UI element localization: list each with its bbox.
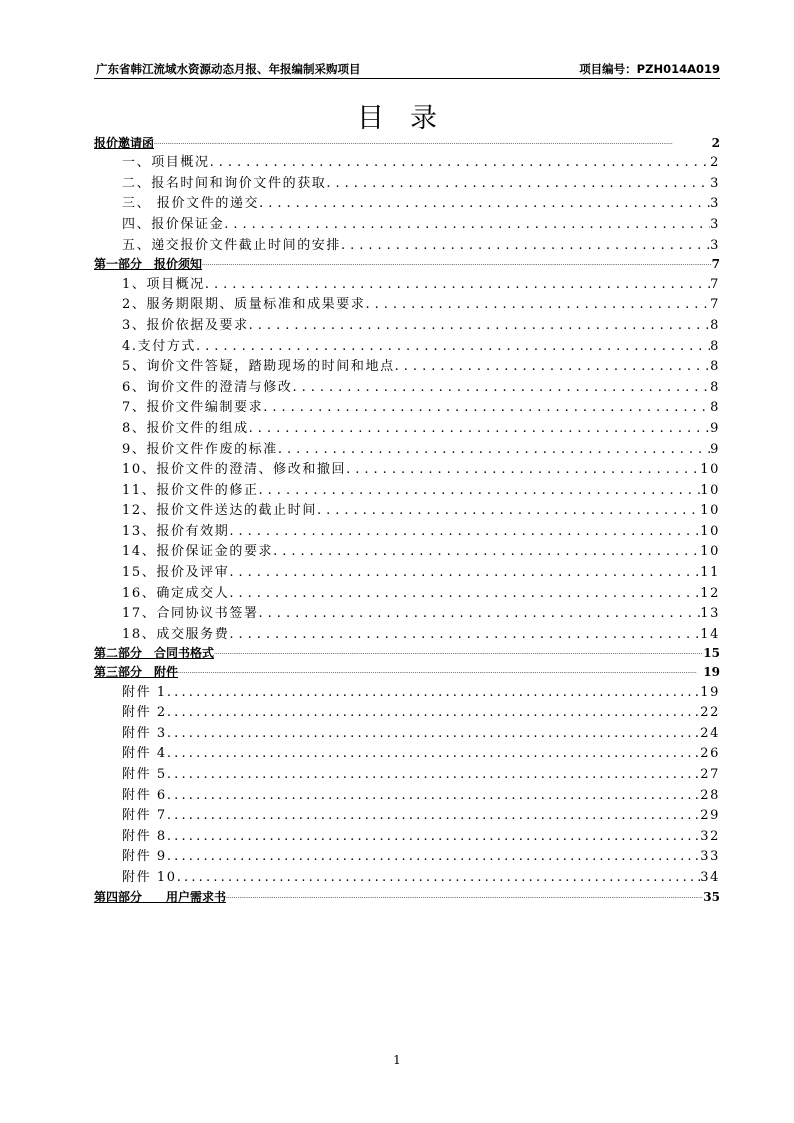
toc-entry[interactable] [94,743,720,764]
toc-entry[interactable] [94,294,720,315]
toc-entry-page: 24 [700,725,720,741]
toc-leader-dots [167,828,700,846]
toc-entry[interactable] [94,273,720,294]
toc-entry-label: 二、报名时间和询价文件的获取 [122,175,327,191]
toc-entry-page: 19 [700,684,720,700]
toc-entry-page: 15 [703,646,720,661]
toc-entry-page: 10 [700,544,720,560]
toc-entry[interactable] [94,255,720,274]
toc-entry-page: 8 [710,338,720,354]
toc-leader-dots [292,379,710,397]
toc-leader-dots [229,585,700,603]
toc-entry-page: 19 [703,665,720,680]
toc-entry-label: 附件 6 [122,787,167,803]
toc-entry-page: 3 [710,196,720,212]
toc-entry[interactable] [94,825,720,846]
toc-entry-label: 第三部分 附件 [94,665,179,680]
toc-leader-dots [259,605,701,623]
toc-entry-label: 18、成交服务费 [122,626,230,642]
toc-entry-page: 8 [710,379,720,395]
toc-leader-dots [326,175,710,193]
toc-entry-page: 14 [700,626,720,642]
toc-leader-dots [167,725,700,743]
toc-entry-label: 11、报价文件的修正 [122,482,259,498]
toc-entry[interactable] [94,681,720,702]
toc-leader-dots [214,644,703,662]
toc-entry-label: 10、报价文件的澄清、修改和撤回 [122,462,347,478]
toc-leader-dots [229,564,700,582]
toc-entry-page: 9 [710,441,720,457]
page-header [94,58,720,79]
toc-entry-label: 12、报价文件送达的截止时间 [122,503,317,519]
toc-leader-dots [346,461,700,479]
toc-entry[interactable] [94,603,720,624]
toc-entry[interactable] [94,356,720,377]
toc-entry[interactable] [94,846,720,867]
toc-entry[interactable] [94,438,720,459]
page-number: 1 [393,1053,401,1067]
toc-entry-label: 一、项目概况 [122,155,210,171]
toc-entry-page: 3 [710,216,720,232]
toc-entry[interactable] [94,561,720,582]
toc-leader-dots [167,766,700,784]
toc-entry-label: 五、递交报价文件截止时间的安排 [122,237,342,253]
toc-entry-label: 第一部分 报价须知 [94,257,203,272]
toc-entry-page: 33 [700,849,720,865]
toc-entry-page: 8 [710,359,720,375]
toc-leader-dots [202,255,712,273]
toc-leader-dots [395,358,710,376]
toc-leader-dots [167,745,700,763]
toc-entry[interactable] [94,763,720,784]
toc-entry[interactable] [94,623,720,644]
toc-entry-page: 9 [710,420,720,436]
toc-leader-dots [259,482,701,500]
toc-leader-dots [224,216,710,234]
toc-entry-label: 附件 1 [122,684,167,700]
toc-entry-page: 12 [700,585,720,601]
toc-leader-dots [249,420,710,438]
toc-entry-page: 2 [710,155,720,171]
toc-entry-page: 27 [700,767,720,782]
toc-entry[interactable] [94,152,720,173]
toc-entry-label: 附件 8 [122,828,167,844]
toc-entry[interactable] [94,784,720,805]
toc-leader-dots [177,869,701,887]
toc-entry-page: 35 [703,889,720,904]
toc-entry-label: 附件 9 [122,849,167,865]
toc-entry-label: 7、报价文件编制要求 [122,400,264,416]
toc-leader-dots [167,704,700,722]
toc-entry-label: 附件 4 [122,746,167,762]
toc-entry-page: 10 [700,462,720,478]
toc-entry-page: 8 [710,317,720,333]
toc-leader-dots [167,684,700,702]
toc-entry-page: 32 [700,828,720,844]
toc-entry-page: 7 [710,297,720,313]
toc-entry[interactable] [94,133,720,152]
toc-entry-label: 附件 5 [122,767,167,782]
toc-entry[interactable] [94,541,720,562]
toc-leader-dots [196,338,710,356]
toc-leader-dots [263,399,710,417]
toc-entry[interactable] [94,335,720,356]
toc-entry-label: 四、报价保证金 [122,216,225,232]
toc-entry-page: 11 [700,565,720,581]
toc-entry-label: 8、报价文件的组成 [122,420,249,436]
toc-entry-page: 2 [711,135,720,150]
toc-entry-label: 13、报价有效期 [122,523,230,539]
toc-leader-dots [229,626,700,644]
toc-entry[interactable] [94,213,720,234]
toc-entry[interactable] [94,417,720,438]
toc-entry[interactable] [94,500,720,521]
toc-leader-dots [154,134,712,152]
toc-leader-dots [167,787,700,805]
toc-entry-page: 7 [710,276,720,292]
toc-entry-label: 三、 报价文件的递交 [122,196,260,212]
toc-leader-dots [278,441,710,459]
toc-entry[interactable] [94,662,720,681]
toc-entry-label: 4.支付方式 [122,338,197,354]
toc-entry-page: 3 [710,237,720,253]
toc-leader-dots [341,237,710,255]
project-code: 项目编号：PZH014A019 [579,62,720,76]
toc-entry[interactable] [94,582,720,603]
toc-entry[interactable] [94,376,720,397]
toc-entry-label: 16、确定成交人 [122,585,230,601]
toc-leader-dots [273,543,700,561]
toc-entry[interactable] [94,479,720,500]
toc-entry[interactable] [94,234,720,255]
toc-entry[interactable] [94,193,720,214]
toc-entry-label: 报价邀请函 [94,135,155,150]
toc-entry-page: 10 [700,482,720,498]
toc-leader-dots [226,888,703,906]
toc-entry[interactable] [94,314,720,335]
toc-entry-label: 附件 7 [122,808,167,824]
toc-entry[interactable] [94,459,720,480]
toc-entry-page: 8 [710,400,720,416]
toc-entry-page: 34 [700,869,720,885]
toc-entry-page: 28 [700,787,720,803]
toc-entry-label: 5、询价文件答疑，踏勘现场的时间和地点 [122,359,395,375]
toc-entry[interactable] [94,887,720,906]
toc-entry-label: 附件 10 [122,869,177,885]
toc-entry-page: 10 [700,523,720,539]
toc-entry-label: 1、项目概况 [122,276,205,292]
toc-entry[interactable] [94,644,720,663]
toc-entry-label: 3、报价依据及要求 [122,317,249,333]
toc-entry[interactable] [94,866,720,887]
toc-entry[interactable] [94,172,720,193]
toc-leader-dots [178,663,703,681]
toc-entry-page: 13 [700,606,720,622]
toc-entry-label: 第四部分 用户需求书 [94,889,227,904]
toc-entry-page: 22 [700,705,720,721]
toc-leader-dots [167,807,700,825]
toc-entry-label: 第二部分 合同书格式 [94,646,215,661]
toc-entry[interactable] [94,805,720,826]
toc-leader-dots [317,502,700,520]
toc-leader-dots [229,523,700,541]
toc-leader-dots [205,276,710,294]
toc-entry-page: 10 [700,503,720,519]
toc-entry-page: 26 [700,746,720,762]
toc-leader-dots [259,195,710,213]
toc-leader-dots [167,848,700,866]
toc-leader-dots [365,296,710,314]
toc-entry-label: 附件 3 [122,725,167,741]
toc-entry-label: 15、报价及评审 [122,565,230,581]
toc-title: 目录 [357,103,463,134]
toc-entry-page: 29 [700,808,720,824]
table-of-contents [94,133,720,906]
toc-entry[interactable] [94,702,720,723]
toc-entry[interactable] [94,722,720,743]
toc-entry-label: 附件 2 [122,705,167,721]
project-name: 广东省韩江流域水资源动态月报、年报编制采购项目 [96,62,361,76]
toc-entry-label: 6、询价文件的澄清与修改 [122,379,293,395]
toc-entry[interactable] [94,520,720,541]
toc-entry-label: 2、服务期限期、质量标准和成果要求 [122,297,366,313]
toc-leader-dots [249,317,710,335]
toc-entry[interactable] [94,397,720,418]
toc-entry-label: 17、合同协议书签署 [122,606,259,622]
toc-leader-dots [210,154,711,172]
toc-entry-label: 9、报价文件作废的标准 [122,441,278,457]
toc-entry-page: 7 [711,257,720,272]
toc-entry-page: 3 [710,175,720,191]
toc-entry-label: 14、报价保证金的要求 [122,544,274,560]
